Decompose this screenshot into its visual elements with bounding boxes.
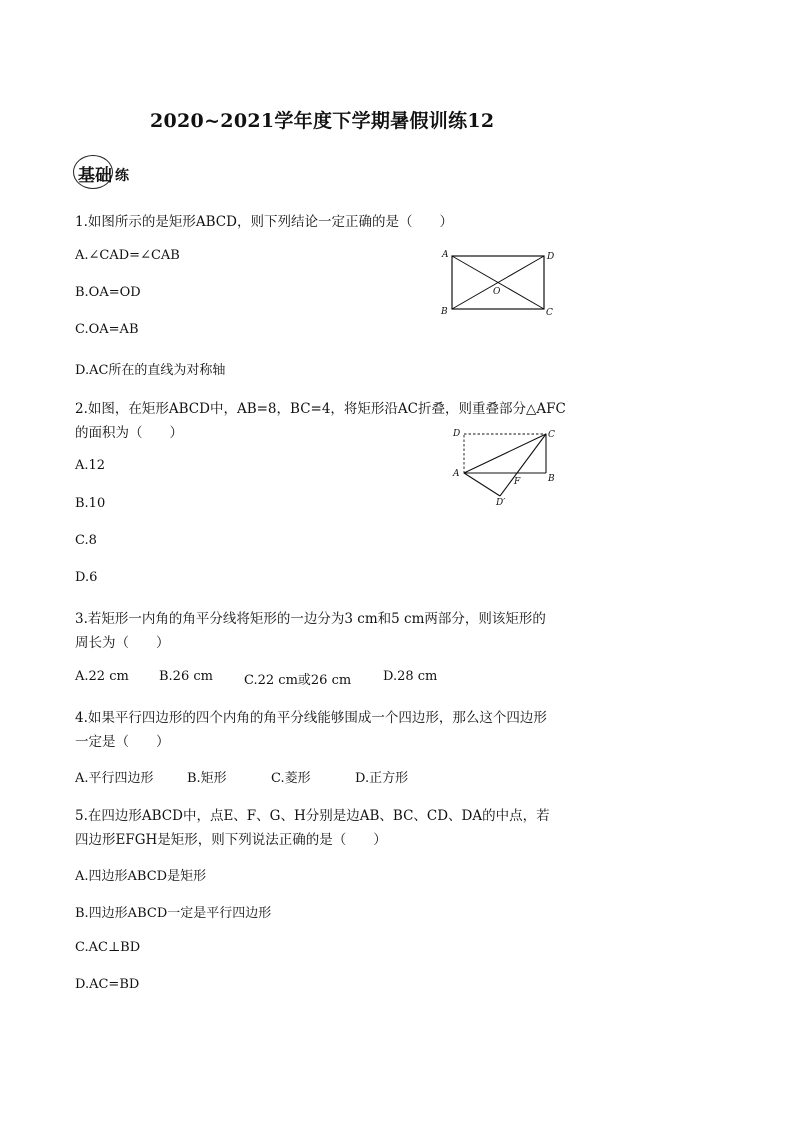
question-1-figure [436, 246, 560, 322]
question-2-option-b: B.10 [75, 496, 106, 511]
label-b: B [548, 474, 555, 484]
question-3-stem-line-1: 3.若矩形一内角的角平分线将矩形的一边分为3 cm和5 cm两部分，则该矩形的 [75, 611, 546, 627]
label-d-prime: D′ [496, 498, 506, 508]
question-5-option-d: D.AC=BD [75, 977, 140, 992]
question-2-stem-line-2: 的面积为（ ） [75, 425, 183, 441]
section-badge-text: 基础 [78, 166, 112, 186]
label-d: D [547, 252, 555, 262]
question-4-option-c: C.菱形 [271, 771, 311, 786]
question-2-stem-line-1: 2.如图，在矩形ABCD中，AB=8，BC=4，将矩形沿AC折叠，则重叠部分△AFC [75, 401, 566, 417]
page-title: 2020~2021学年度下学期暑假训练12 [150, 110, 495, 132]
folded-side-ad [464, 473, 500, 496]
question-5-option-c: C.AC⊥BD [75, 940, 141, 955]
question-5-option-a: A.四边形ABCD是矩形 [75, 869, 207, 884]
question-1-option-c: C.OA=AB [75, 322, 139, 337]
question-1-option-a: A.∠CAD=∠CAB [75, 248, 180, 263]
question-5-option-b: B.四边形ABCD一定是平行四边形 [75, 906, 272, 921]
question-5-stem-line-1: 5.在四边形ABCD中，点E、F、G、H分别是边AB、BC、CD、DA的中点，若 [75, 808, 550, 824]
question-1-stem: 1.如图所示的是矩形ABCD，则下列结论一定正确的是（ ） [75, 214, 453, 230]
question-3-option-a: A.22 cm [75, 669, 129, 684]
question-3-stem-line-2: 周长为（ ） [75, 635, 170, 651]
question-2-option-c: C.8 [75, 533, 97, 548]
question-2-option-d: D.6 [75, 570, 98, 585]
question-4-option-a: A.平行四边形 [75, 771, 154, 786]
folded-side-cd [500, 434, 546, 496]
question-3-option-d: D.28 cm [383, 669, 438, 684]
question-2-option-a: A.12 [75, 458, 106, 473]
label-o: O [493, 287, 501, 297]
question-2-figure [448, 424, 564, 510]
label-a: A [453, 469, 460, 479]
label-f: F [514, 477, 521, 487]
question-1-option-d: D.AC所在的直线为对称轴 [75, 363, 226, 378]
label-b: B [441, 307, 448, 317]
label-c: C [546, 308, 553, 318]
question-1-option-b: B.OA=OD [75, 285, 141, 300]
question-4-stem-line-1: 4.如果平行四边形的四个内角的角平分线能够围成一个四边形，那么这个四边形 [75, 710, 547, 726]
diagonal-ac [464, 434, 546, 473]
question-3-option-b: B.26 cm [159, 669, 213, 684]
question-4-option-d: D.正方形 [355, 771, 409, 786]
question-5-stem-line-2: 四边形EFGH是矩形，则下列说法正确的是（ ） [75, 832, 387, 848]
label-d: D [453, 429, 461, 439]
question-3-option-c: C.22 cm或26 cm [244, 673, 352, 688]
label-c: C [548, 430, 555, 440]
question-4-option-b: B.矩形 [187, 771, 227, 786]
question-4-stem-line-2: 一定是（ ） [75, 734, 170, 750]
label-a: A [442, 250, 449, 260]
section-suffix: 练 [115, 168, 129, 184]
